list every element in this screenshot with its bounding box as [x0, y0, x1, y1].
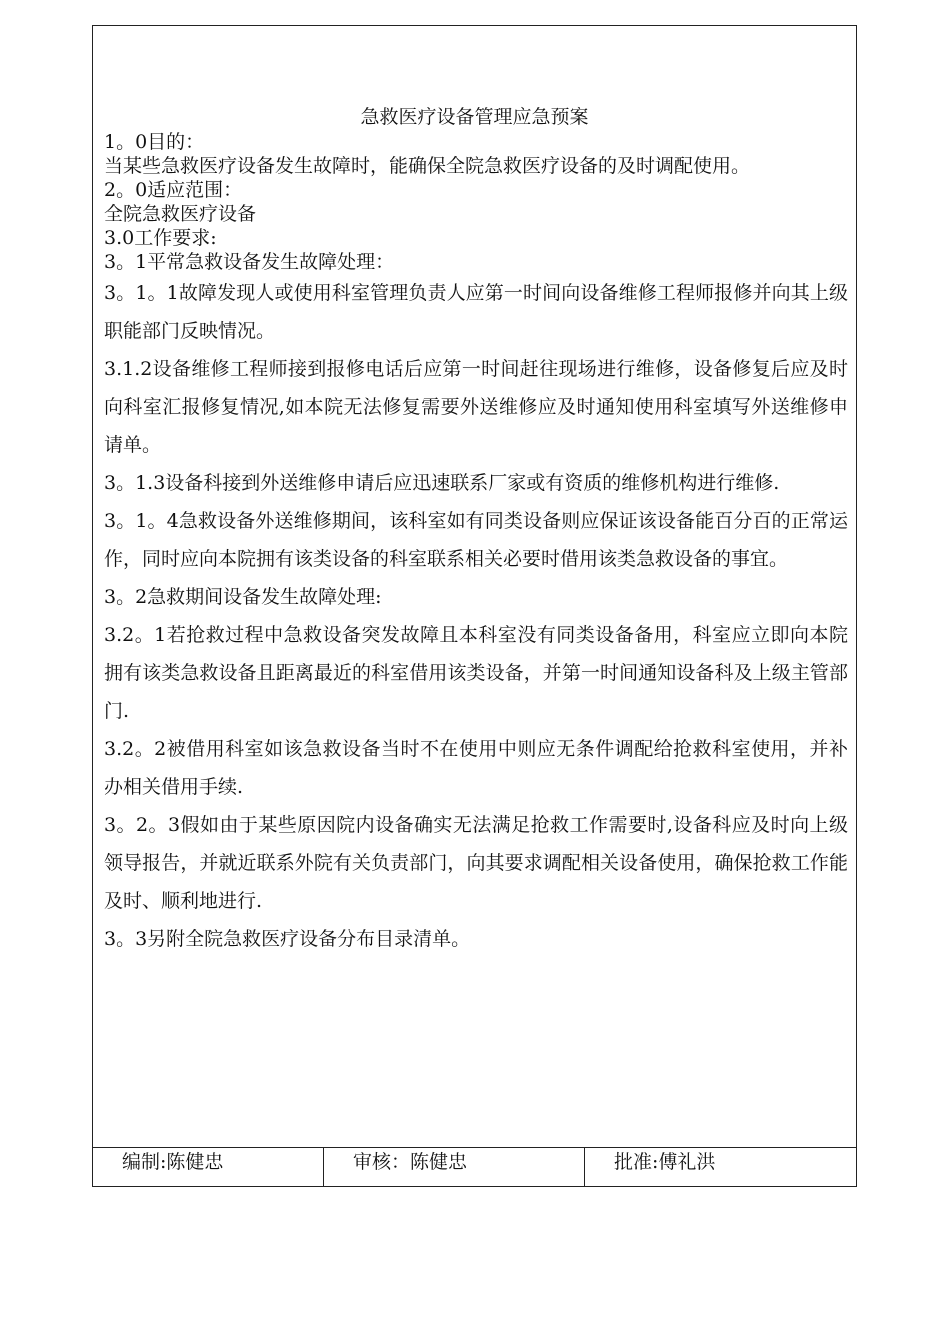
section-heading-scope: 2。0适应范围： [104, 179, 243, 201]
editor-cell: 编制:陈健忠 [93, 1148, 324, 1186]
document-body [93, 26, 856, 1150]
paragraph-3-1-1: 3。1。1故障发现人或使用科室管理负责人应第一时间向设备维修工程师报修并向其上级职能部门反映情况。 [104, 282, 848, 342]
signature-row [93, 1147, 856, 1186]
subsection-heading-3-2: 3。2急救期间设备发生故障处理: [104, 586, 382, 608]
paragraph-3-1-4: 3。1。4急救设备外送维修期间，该科室如有同类设备则应保证该设备能百分百的正常运作，同时应向本院拥有该类设备的科室联系相关必要时借用该类急救设备的事宜。 [104, 510, 848, 570]
document-content [104, 130, 848, 958]
reviewer-cell: 审核：陈健忠 [324, 1148, 585, 1186]
paragraph-3-1-2: 3.1.2设备维修工程师接到报修电话后应第一时间赶往现场进行维修，设备修复后应及时向科室汇报修复情况,如本院无法修复需要外送维修应及时通知使用科室填写外送维修申请单。 [104, 358, 848, 456]
approver-cell: 批准:傅礼洪 [614, 1151, 716, 1173]
paragraph-3-1-3: 3。1.3设备科接到外送维修申请后应迅速联系厂家或有资质的维修机构进行维修. [104, 472, 780, 494]
purpose-text: 当某些急救医疗设备发生故障时，能确保全院急救医疗设备的及时调配使用。 [104, 155, 751, 177]
paragraph-3-2-1: 3.2。1若抢救过程中急救设备突发故障且本科室没有同类设备备用，科室应立即向本院拥有该类急救设备且距离最近的科室借用该类设备，并第一时间通知设备科及上级主管部门. [104, 624, 848, 722]
section-heading-requirements: 3.0工作要求: [104, 227, 217, 249]
paragraph-3-2-2: 3.2。2被借用科室如该急救设备当时不在使用中则应无条件调配给抢救科室使用，并补办相关借用手续. [104, 738, 848, 798]
document-frame [92, 25, 857, 1187]
section-heading-purpose: 1。0目的： [104, 131, 205, 153]
scope-text: 全院急救医疗设备 [104, 203, 257, 225]
document-title: 急救医疗设备管理应急预案 [360, 106, 589, 128]
subsection-heading-3-1: 3。1平常急救设备发生故障处理： [104, 251, 395, 273]
paragraph-3-2-3: 3。2。3假如由于某些原因院内设备确实无法满足抢救工作需要时,设备科应及时向上级领导报告，并就近联系外院有关负责部门，向其要求调配相关设备使用，确保抢救工作能及时、顺利地进行. [104, 814, 848, 912]
paragraph-3-3: 3。3另附全院急救医疗设备分布目录清单。 [104, 928, 471, 950]
